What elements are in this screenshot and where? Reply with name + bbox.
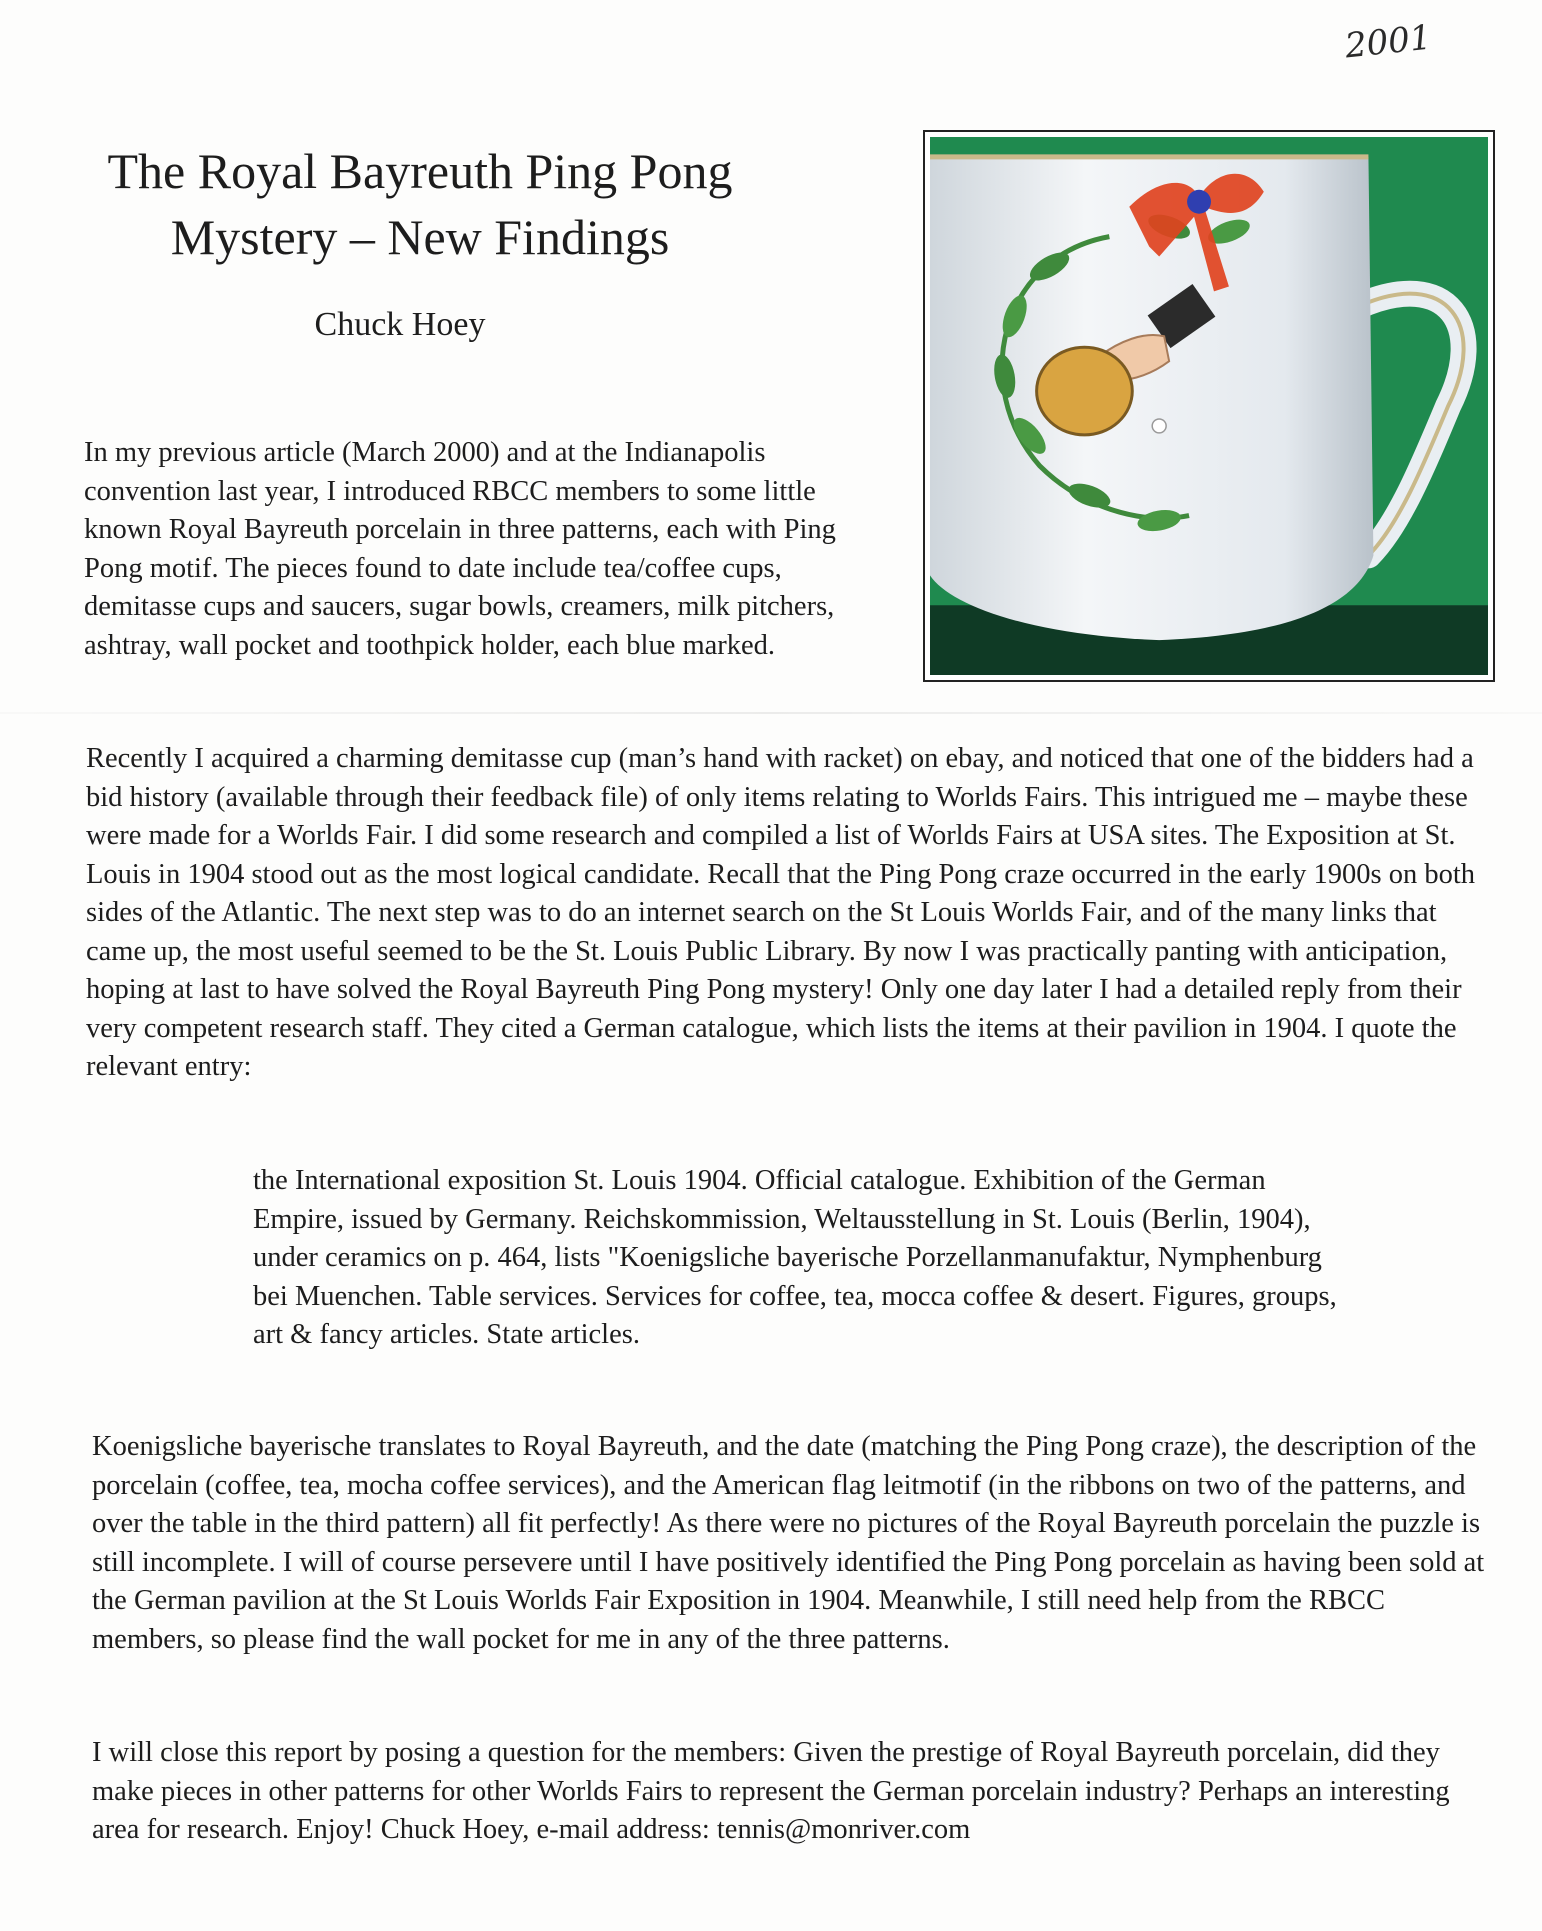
handwritten-year: 2001 [1343,17,1434,67]
demitasse-cup-illustration [930,137,1488,675]
racket [1037,347,1133,435]
ribbon-knot [1187,190,1211,214]
article-title [70,138,770,270]
author-name: Chuck Hoey [314,306,486,343]
paragraph-translation: Koenigsliche bayerische translates to Royal Bayreuth, and the date (matching the Ping Pong craze), the description of the porcelain (coffee, tea, mocha coffee services), and the American flag leitmotif (in the ribbons on two of the patterns, and over the table in the third pattern) all fit perfectly! As there were no pictures of the Royal Bayreuth porcelain the puzzle is still incomplete. I will of course persevere until I have positively identified the Ping Pong porcelain as having been sold at the German pavilion at the St Louis Worlds Fair Exposition in 1904. Meanwhile, I still need help from the RBCC members, so please find the wall pocket for me in any of the three patterns. [92,1431,1485,1655]
title-line-1: The Royal Bayreuth Ping Pong [107,143,733,199]
paragraph-intro: In my previous article (March 2000) and at the Indianapolis convention last year, I introduced RBCC members to some little known Royal Bayreuth porcelain in three patterns, each with Ping Pong motif. The pieces found to date include tea/coffee cups, demitasse cups and saucers, sugar bowls, creamers, milk pitchers, ashtray, wall pocket and toothpick holder, each blue marked. [84,437,836,661]
catalogue-quote: the International exposition St. Louis 1904. Official catalogue. Exhibition of the German Empire, issued by Germany. Reichskommission, Weltausstellung in St. Louis (Berlin, 1904), under ceramics on p. 464, lists "Koenigsliche bayerische Porzellanmanufaktur, Nymphenburg bei Muenchen. Table services. Services for coffee, tea, mocca coffee & desert. Figures, groups, art & fancy articles. State articles. [253,1165,1337,1350]
title-line-2: Mystery – New Findings [170,209,670,265]
cup-photo [923,130,1495,682]
paragraph-closing: I will close this report by posing a question for the members: Given the prestige of Royal Bayreuth porcelain, did they make pieces in other patterns for other Worlds Fairs to represent the German porcelain industry? Perhaps an interesting area for research. Enjoy! Chuck Hoey, e-mail address: tennis@monriver.com [92,1737,1450,1845]
paper-fold-line [0,712,1542,714]
ball [1152,419,1166,433]
paragraph-research: Recently I acquired a charming demitasse cup (man’s hand with racket) on ebay, and noticed that one of the bidders had a bid history (available through their feedback file) of only items relating to Worlds Fairs. This intrigued me – maybe these were made for a Worlds Fair. I did some research and compiled a list of Worlds Fairs at USA sites. The Exposition at St. Louis in 1904 stood out as the most logical candidate. Recall that the Ping Pong craze occurred in the early 1900s on both sides of the Atlantic. The next step was to do an internet search on the St Louis Worlds Fair, and of the many links that came up, the most useful seemed to be the St. Louis Public Library. By now I was practically panting with anticipation, hoping at last to have solved the Royal Bayreuth Ping Pong mystery! Only one day later I had a detailed reply from their very competent research staff. They cited a German catalogue, which lists the items at their pavilion in 1904. I quote the relevant entry: [86,743,1476,1082]
